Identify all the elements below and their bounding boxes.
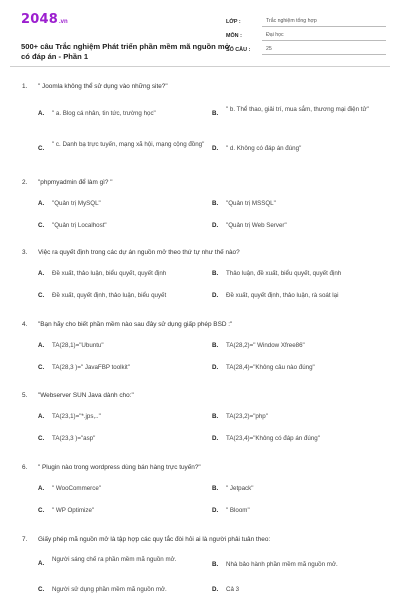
option-b[interactable] — [212, 270, 387, 279]
question-text — [22, 535, 382, 544]
document-title: 500+ câu Trắc nghiệm Phát triển phần mềm mã nguồn mở có đáp án - Phần 1 — [21, 42, 231, 61]
question-number: 3. — [22, 249, 28, 256]
option-letter: A. — [38, 342, 45, 349]
option-letter: C. — [38, 222, 45, 229]
option-text: Nhà bảo hành phần mềm mã nguồn mở. — [226, 561, 338, 568]
meta-label: LỚP : — [226, 19, 241, 25]
option-text: "Quản trị MySQL" — [52, 200, 101, 207]
option-text: " WP Optimize" — [52, 507, 95, 514]
option-d[interactable] — [212, 145, 382, 154]
option-d[interactable] — [212, 507, 382, 516]
option-text: " Bloom" — [226, 507, 250, 514]
option-a[interactable] — [38, 110, 203, 119]
option-a[interactable] — [38, 342, 203, 351]
option-text: TA(28,3 )=" JavaFBP toolkit" — [52, 364, 130, 371]
document-meta — [226, 13, 386, 55]
option-letter: C. — [38, 292, 45, 299]
meta-label: SỐ CÂU : — [226, 47, 251, 53]
option-c[interactable] — [38, 292, 210, 301]
question-body: "Webserver SUN Java dành cho:" — [38, 392, 134, 399]
question-text — [22, 82, 382, 91]
option-b[interactable] — [212, 413, 382, 422]
meta-row-class — [226, 13, 386, 27]
meta-row-count — [226, 41, 386, 55]
question-text — [22, 391, 382, 400]
option-letter: B. — [212, 413, 219, 420]
option-text: Người sáng chế ra phần mềm mã nguồn mở. — [52, 556, 177, 563]
option-text: " d. Không có đáp án đúng" — [226, 145, 302, 152]
question-body: Giấy phép mã nguồn mở là tập hợp các quy tắc đòi hỏi ai là người phải tuân theo: — [38, 536, 271, 543]
meta-value: Đại học — [262, 32, 386, 41]
question-text — [22, 320, 382, 329]
question-3 — [22, 248, 382, 257]
option-b[interactable] — [212, 342, 382, 351]
header-divider — [10, 66, 390, 67]
option-d[interactable] — [212, 435, 382, 444]
question-number: 2. — [22, 179, 28, 186]
option-d[interactable] — [212, 586, 382, 595]
option-letter: C. — [38, 435, 45, 442]
question-body: " Joomla không thể sử dụng vào những site?" — [38, 83, 168, 90]
option-text: Đề xuất, quyết định, thảo luận, biểu quyết — [52, 292, 167, 299]
option-letter: A. — [38, 485, 45, 492]
option-b[interactable] — [212, 485, 382, 494]
option-a[interactable] — [38, 200, 203, 209]
question-number: 5. — [22, 392, 28, 399]
meta-value: Trắc nghiệm tổng hợp — [262, 18, 386, 27]
option-a[interactable] — [38, 485, 203, 494]
option-letter: B. — [212, 561, 219, 568]
logo-suffix: .vn — [58, 19, 68, 25]
option-letter: B. — [212, 200, 219, 207]
question-text — [22, 248, 382, 257]
option-letter: D. — [212, 222, 219, 229]
option-text: TA(28,4)="Không câu nào đúng" — [226, 364, 315, 371]
question-6 — [22, 463, 382, 472]
question-body: Việc ra quyết định trong các dự án nguồn mở theo thứ tự như thế nào? — [38, 249, 240, 256]
question-text — [22, 178, 382, 187]
option-text: Người sử dụng phần mềm mã nguồn mở. — [52, 586, 167, 593]
meta-value: 25 — [262, 46, 386, 55]
option-d[interactable] — [212, 364, 382, 373]
option-d[interactable] — [212, 292, 387, 301]
question-body: "phpmyadmin để làm gì? " — [38, 179, 113, 186]
option-letter: A. — [38, 560, 45, 567]
question-number: 1. — [22, 83, 28, 90]
option-text: "Quản trị Web Server" — [226, 222, 287, 229]
option-c[interactable] — [38, 222, 203, 231]
question-2 — [22, 178, 382, 187]
option-letter: C. — [38, 586, 45, 593]
option-c[interactable] — [38, 364, 203, 373]
option-text: Đề xuất, quyết định, thảo luận, rà soát lại — [226, 292, 339, 299]
option-c[interactable] — [38, 507, 203, 516]
option-text: "Quản trị MSSQL" — [226, 200, 276, 207]
option-text: TA(28,2)=" Window Xfree86" — [226, 342, 305, 349]
question-text — [22, 463, 382, 472]
option-text: " b. Thể thao, giải trí, mua sắm, thương mại điện tử" — [226, 106, 369, 113]
option-letter: A. — [38, 110, 45, 117]
option-text: " WooCommerce" — [52, 485, 101, 492]
option-letter: D. — [212, 145, 219, 152]
option-text: TA(23,4)="Không có đáp án đúng" — [226, 435, 320, 442]
option-text: TA(23,3 )="asp" — [52, 435, 96, 442]
option-c[interactable] — [38, 435, 203, 444]
option-b[interactable] — [212, 200, 382, 209]
option-letter: B. — [212, 110, 219, 117]
option-text: "Quản trị Localhost" — [52, 222, 107, 229]
option-text: " a. Blog cá nhân, tin tức, trường học" — [52, 110, 156, 117]
option-letter: D. — [212, 364, 219, 371]
question-7 — [22, 535, 382, 544]
option-text: TA(23,1)="*.jps,.." — [52, 413, 101, 420]
option-letter: D. — [212, 292, 219, 299]
option-text: " c. Danh bạ trực tuyến, mạng xã hội, mạng cộng đồng" — [52, 141, 205, 148]
option-letter: D. — [212, 586, 219, 593]
question-1 — [22, 82, 382, 91]
option-a[interactable] — [38, 270, 210, 279]
question-4 — [22, 320, 382, 329]
question-body: "Bạn hãy cho biết phần mềm nào sau đây sử dụng giấp phép BSD :" — [38, 321, 233, 328]
option-c[interactable] — [38, 141, 210, 154]
option-letter: D. — [212, 435, 219, 442]
option-letter: B. — [212, 270, 219, 277]
option-text: TA(28,1)="Ubuntu" — [52, 342, 104, 349]
option-text: " Jetpack" — [226, 485, 254, 492]
option-letter: D. — [212, 507, 219, 514]
option-letter: A. — [38, 270, 45, 277]
option-text: Thảo luận, đề xuất, biểu quyết, quyết định — [226, 270, 342, 277]
meta-label: MÔN : — [226, 33, 242, 39]
option-d[interactable] — [212, 222, 382, 231]
option-letter: A. — [38, 413, 45, 420]
option-letter: C. — [38, 145, 45, 152]
option-letter: B. — [212, 485, 219, 492]
question-number: 6. — [22, 464, 28, 471]
meta-row-subject — [226, 27, 386, 41]
site-logo[interactable] — [21, 12, 68, 28]
option-letter: C. — [38, 364, 45, 371]
document-header — [21, 12, 381, 64]
option-text: TA(23,2)="php" — [226, 413, 268, 420]
option-text: Đề xuất, thảo luận, biểu quyết, quyết định — [52, 270, 167, 277]
option-letter: B. — [212, 342, 219, 349]
option-letter: A. — [38, 200, 45, 207]
option-b[interactable] — [212, 106, 382, 119]
option-b[interactable] — [212, 561, 382, 570]
question-body: " Plugin nào trong wordpress dùng bán hàng trực tuyến?" — [38, 464, 201, 471]
option-a[interactable] — [38, 413, 203, 422]
question-number: 4. — [22, 321, 28, 328]
option-letter: C. — [38, 507, 45, 514]
logo-text: 2048 — [21, 12, 58, 27]
option-a[interactable] — [38, 556, 198, 569]
option-text: Cả 3 — [226, 586, 240, 593]
question-5 — [22, 391, 382, 400]
option-c[interactable] — [38, 586, 208, 595]
question-number: 7. — [22, 536, 28, 543]
